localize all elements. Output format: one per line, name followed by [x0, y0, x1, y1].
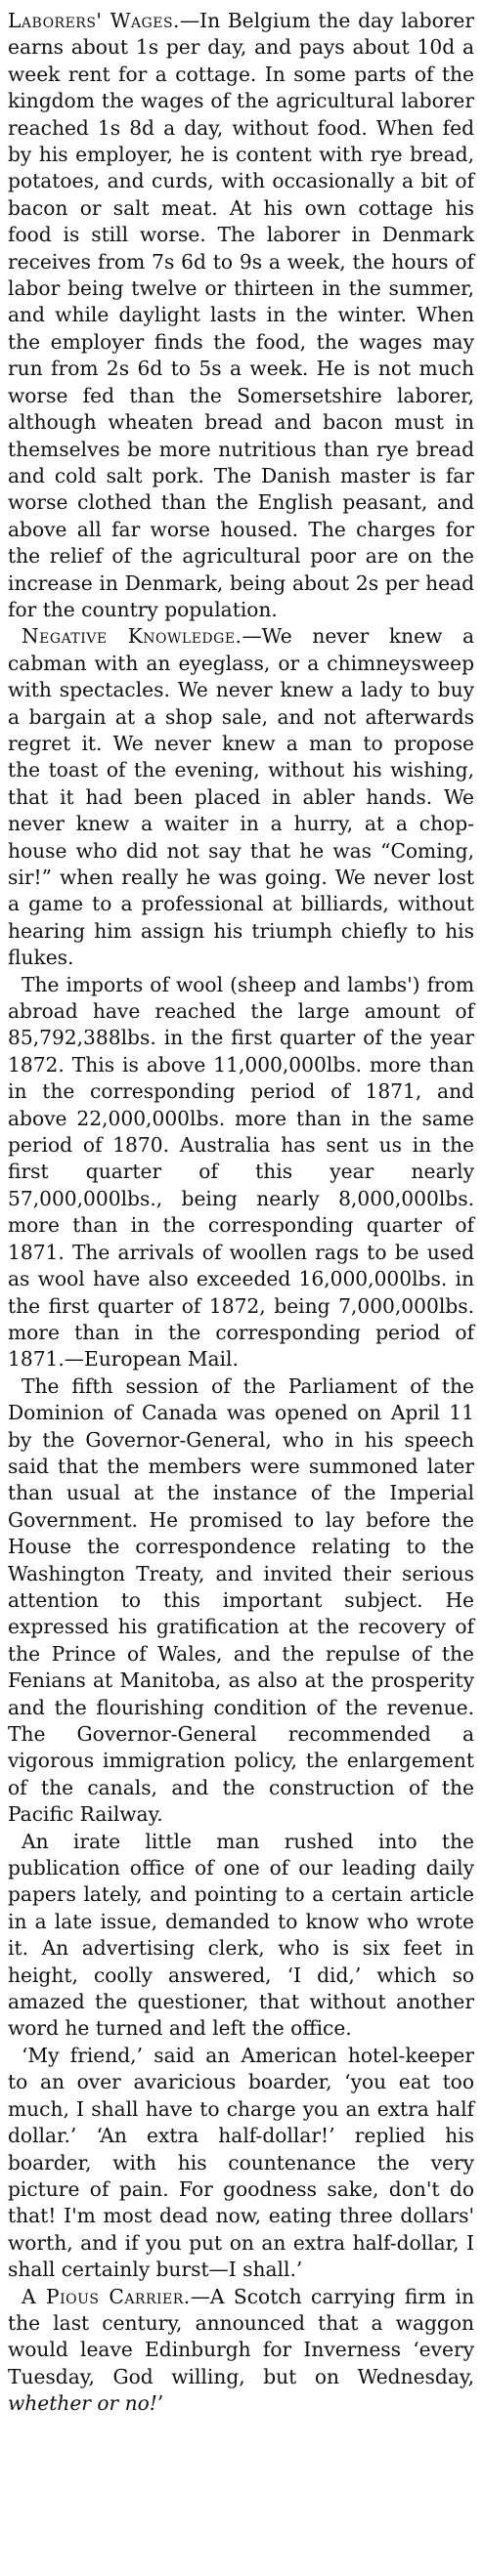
article-body: The imports of wool (sheep and lambs') from abroad have reached the large amount of 85,792,388lbs. in the first quarter of the year 1872. This is above 11,000,000lbs. more than in the corresponding period of 1871, and above 22,000,000lbs. more than in the same period of 1870. Australia has sent us in the first quarter of this year nearly 57,000,000lbs., being nearly 8,000,000lbs. more than in the corresponding quarter of 1871. The arrivals of woollen rags to be used as wool have also exceeded 16,000,000lbs. in the first quarter of 1872, being 7,000,000lbs. more than in the corresponding period of 1871.—European Mail.	[8, 972, 474, 1372]
article-body: —In Belgium the day laborer earns about 1s per day, and pays about 10d a week rent for a cottage. In some parts of the kingdom the wages of the agricultural laborer reached 1s 8d a day, without food. When fed by his employer, he is content with rye bread, potatoes, and curds, with occasionally a bit of bacon or salt meat. At his own cottage his food is still worse. The laborer in Denmark receives from 7s 6d to 9s a week, the hours of labor being twelve or thirteen in the summer, and while daylight lasts in the winter. When the employer finds the food, the wages may run from 2s 6d to 5s a week. He is not much worse fed than the Somersetshire laborer, although wheaten bread and bacon must in themselves be more nutritious than rye bread and cold salt pork. The Danish master is far worse clothed than the English peasant, and above all far worse housed. The charges for the relief of the agricultural poor are on the increase in Denmark, being about 2s per head for the country population.	[8, 9, 474, 621]
article-body-end: ’	[156, 2391, 164, 2416]
article-body-italic: whether or no!	[8, 2391, 157, 2416]
article-laborers-wages	[8, 8, 474, 623]
article-canada-parliament	[8, 1373, 474, 1829]
article-body: An irate little man rushed into the publication office of one of our leading daily papers lately, and pointing to a certain article in a late issue, demanded to know who wrote it. An advertising clerk, who is six feet in height, coolly answered, ‘I did,’ which so amazed the questioner, that without another word he turned and left the office.	[8, 1829, 474, 2041]
article-irate-little-man	[8, 1829, 474, 2043]
article-body: —A Scotch carrying firm in the last century, announced that a waggon would leave Edinburgh for Inverness ‘every Tuesday, God willing, but on Wednesday,	[8, 2284, 474, 2388]
article-negative-knowledge	[8, 623, 474, 971]
article-wool-imports	[8, 972, 474, 1373]
article-body: ‘My friend,’ said an American hotel-keeper to an over avaricious boarder, ‘you eat too much, I shall have to charge you an extra half dollar.’ ‘An extra half-dollar!’ replied his boarder, with his countenance the very picture of pain. For goodness sake, don't do that! I'm most dead now, eating three dollars' worth, and if you put on an extra half-dollar, I shall certainly burst—I shall.’	[8, 2043, 474, 2282]
article-pious-carrier	[8, 2284, 474, 2418]
article-heading: Laborers' Wages.	[8, 9, 180, 32]
article-body: The fifth session of the Parliament of the Dominion of Canada was opened on April 11 by the Governor-General, who in his speech said that the members were summoned later than usual at the instance of the Imperial Government. He promised to lay before the House the correspondence relating to the Washington Treaty, and invited their serious attention to this important subject. He expressed his gratification at the recovery of the Prince of Wales, and the repulse of the Fenians at Manitoba, as also at the prosperity and the flourishing condition of the revenue. The Governor-General recommended a vigorous immigration policy, the enlargement of the canals, and the construction of the Pacific Railway.	[8, 1373, 474, 1827]
article-body: —We never knew a cabman with an eyeglass, or a chimneysweep with spectacles. We never knew a lady to buy a bargain at a shop sale, and not afterwards regret it. We never knew a man to propose the toast of the evening, without his wishing, that it had been placed in abler hands. We never knew a waiter in a hurry, at a chop-house who did not say that he was “Coming, sir!” when really he was going. We never lost a game to a professional at billiards, without hearing him assign his triumph chiefly to his flukes.	[8, 624, 474, 970]
article-heading: Negative Knowledge.	[22, 624, 242, 649]
article-heading: A Pious Carrier.	[22, 2284, 191, 2308]
article-hotel-keeper	[8, 2043, 474, 2284]
